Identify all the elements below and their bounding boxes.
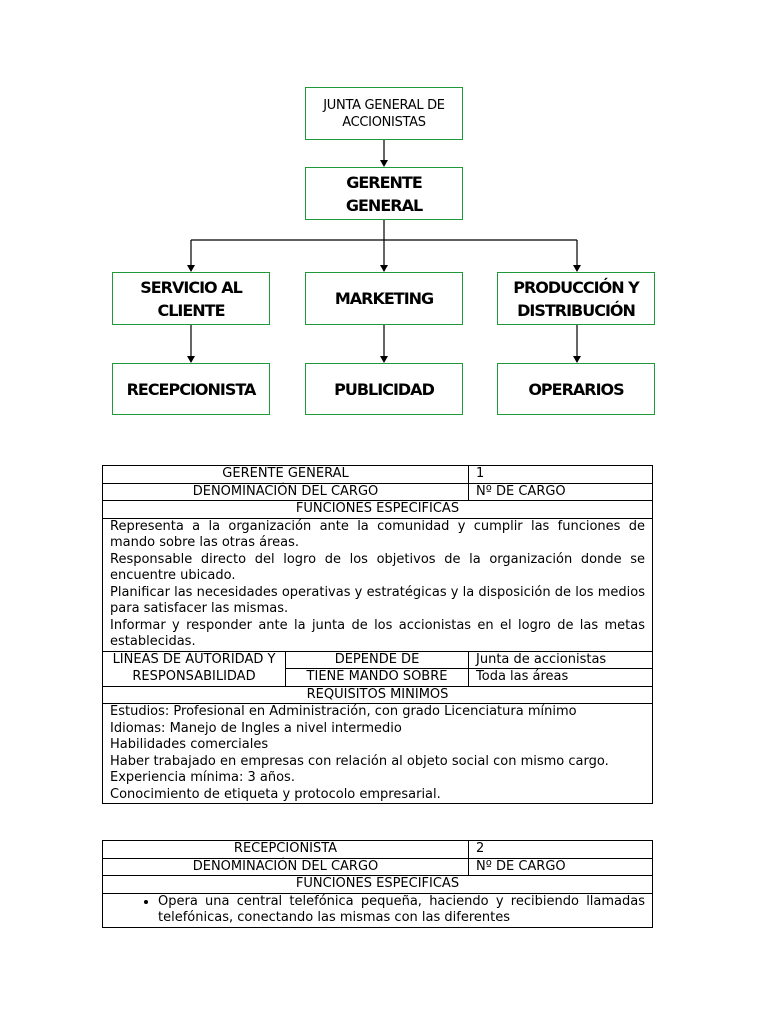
mando-label: TIENE MANDO SOBRE [286, 669, 469, 687]
job-table-gerente [102, 465, 653, 804]
table-row [103, 501, 653, 519]
table-row [103, 858, 653, 876]
box-junta-general: JUNTA GENERAL DE ACCIONISTAS [305, 87, 463, 140]
job-table-recepcionista [102, 840, 653, 928]
cargo-number: 1 [469, 466, 653, 484]
table-row [103, 686, 653, 704]
depende-label: DEPENDE DE [286, 651, 469, 669]
cargo-name: GERENTE GENERAL [103, 466, 469, 484]
requisito-item: Haber trabajado en empresas con relación al objeto social con mismo cargo. [110, 753, 609, 769]
requisito-item: Experiencia mínima: 3 años. [110, 770, 295, 785]
funciones-list [103, 893, 653, 927]
lineas-autoridad-label: LINEAS DE AUTORIDAD Y RESPONSABILIDAD [103, 651, 286, 686]
funcion-item: • Opera una central telefónica pequeña, haciendo y recibiendo llamadas telefónicas, conectando las mismas con las diferentes [158, 894, 645, 927]
requisito-item: Conocimiento de etiqueta y protocolo empresarial. [110, 786, 441, 802]
table-row [103, 483, 653, 501]
funcion-item: Planificar las necesidades operativas y estratégicas y la disposición de los medios para satisfacer las mismas. [110, 584, 646, 616]
box-gerente-general: GERENTE GENERAL [305, 167, 463, 220]
box-produccion: PRODUCCIÓN Y DISTRIBUCIÓN [497, 272, 655, 325]
numero-label: Nº DE CARGO [469, 858, 653, 876]
depende-value: Junta de accionistas [469, 651, 653, 669]
box-publicidad: PUBLICIDAD [305, 363, 463, 415]
funciones-list [103, 518, 653, 651]
numero-label: Nº DE CARGO [469, 483, 653, 501]
denominacion-label: DENOMINACIÓN DEL CARGO [103, 858, 469, 876]
mando-value: Toda las áreas [469, 669, 653, 687]
funciones-label: FUNCIONES ESPECIFICAS [103, 501, 653, 519]
requisito-item: Habilidades comerciales [110, 737, 269, 752]
box-operarios: OPERARIOS [497, 363, 655, 415]
table-row [103, 876, 653, 894]
table-row [103, 841, 653, 859]
funciones-label: FUNCIONES ESPECIFICAS [103, 876, 653, 894]
table-row [103, 651, 653, 669]
cargo-name: RECEPCIONISTA [103, 841, 469, 859]
denominacion-label: DENOMINACIÓN DEL CARGO [103, 483, 469, 501]
cargo-number: 2 [469, 841, 653, 859]
box-marketing: MARKETING [305, 272, 463, 325]
funcion-item: Responsable directo del logro de los objetivos de la organización donde se encuentre ubicado. [110, 551, 646, 583]
box-servicio-cliente: SERVICIO AL CLIENTE [112, 272, 270, 325]
table-row [103, 893, 653, 927]
table-row [103, 518, 653, 651]
requisitos-label: REQUISITOS MINIMOS [103, 686, 653, 704]
requisito-item: Estudios: Profesional en Administración, con grado Licenciatura mínimo [110, 704, 577, 719]
table-row [103, 466, 653, 484]
box-recepcionista: RECEPCIONISTA [112, 363, 270, 415]
requisitos-list [103, 704, 653, 804]
requisito-item: Idiomas: Manejo de Ingles a nivel intermedio [110, 720, 402, 736]
funcion-item: Informar y responder ante la junta de los accionistas en el logro de las metas establecidas. [110, 617, 646, 649]
funcion-item: Representa a la organización ante la comunidad y cumplir las funciones de mando sobre las otras áreas. [110, 518, 646, 550]
table-row [103, 704, 653, 804]
